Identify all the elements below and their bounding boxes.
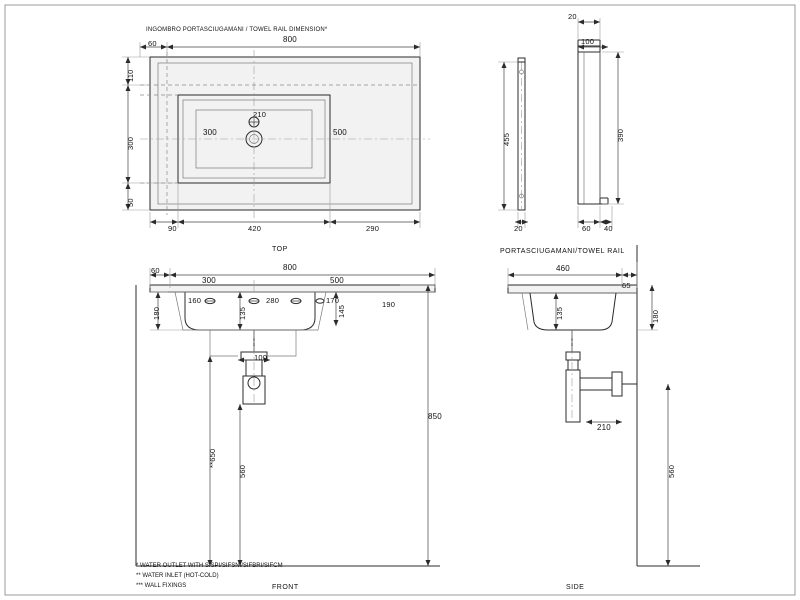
dim-side-135: 135 — [555, 306, 564, 320]
dim-rail-100: 100 — [581, 37, 595, 46]
dim-front-300: 300 — [202, 276, 216, 285]
dim-side-460: 460 — [556, 264, 570, 273]
dim-top-800: 800 — [283, 35, 297, 44]
dim-front-180: 180 — [152, 306, 161, 320]
view-label-side: SIDE — [566, 584, 585, 591]
dim-side-180: 180 — [651, 309, 660, 323]
note-wall-fixings: *** WALL FIXINGS — [136, 583, 187, 589]
dim-hole-170: 170 — [326, 296, 340, 305]
dim-top-50: 50 — [126, 198, 135, 207]
dim-front-850: 850 — [428, 412, 442, 421]
dim-top-60: 60 — [148, 39, 157, 48]
dim-side-560: 560 — [667, 464, 676, 478]
dim-rail-455: 455 — [502, 132, 511, 146]
dim-bowl-500: 500 — [333, 128, 347, 137]
dim-hole-190: 190 — [382, 300, 396, 309]
dim-rail-bottom-20: 20 — [514, 224, 523, 233]
dim-front-135: 135 — [238, 306, 247, 320]
dim-hole-160: 160 — [188, 296, 202, 305]
dim-top-300: 300 — [126, 136, 135, 150]
dim-front-145: 145 — [337, 304, 346, 318]
dim-hole-280: 280 — [266, 296, 280, 305]
dim-front-650: **650 — [208, 448, 217, 468]
dim-top-110: 110 — [126, 69, 135, 82]
note-water-outlet: * WATER OUTLET WITH SISPI/SIFSNI/SIFBRI/SIFCM — [136, 563, 283, 569]
view-label-towel-rail: PORTASCIUGAMANI/TOWEL RAIL — [500, 248, 625, 255]
note-water-inlet: ** WATER INLET (HOT-COLD) — [136, 573, 219, 579]
dim-front-800: 800 — [283, 263, 297, 272]
view-label-front: FRONT — [272, 584, 299, 591]
dim-bottom-90: 90 — [168, 224, 177, 233]
dim-bottom-420: 420 — [248, 224, 262, 233]
dim-rail-390: 390 — [616, 128, 625, 142]
dim-rail-20: 20 — [568, 12, 577, 21]
dim-rail-bottom-40: 40 — [604, 224, 613, 233]
dim-bottom-290: 290 — [366, 224, 380, 233]
dim-bowl-300: 300 — [203, 128, 217, 137]
dim-front-500: 500 — [330, 276, 344, 285]
dim-front-560: 560 — [238, 464, 247, 478]
dim-trap-100: 100 — [254, 353, 268, 362]
dim-side-210: 210 — [597, 423, 611, 432]
top-view-title-note: INGOMBRO PORTASCIUGAMANI / TOWEL RAIL DIMENSION* — [146, 27, 328, 33]
dim-side-65: 65 — [622, 281, 631, 290]
dim-rail-bottom-60: 60 — [582, 224, 591, 233]
dim-front-60: 60 — [151, 266, 160, 275]
view-label-top: TOP — [272, 246, 288, 253]
dim-hole-210: 210 — [253, 110, 267, 119]
